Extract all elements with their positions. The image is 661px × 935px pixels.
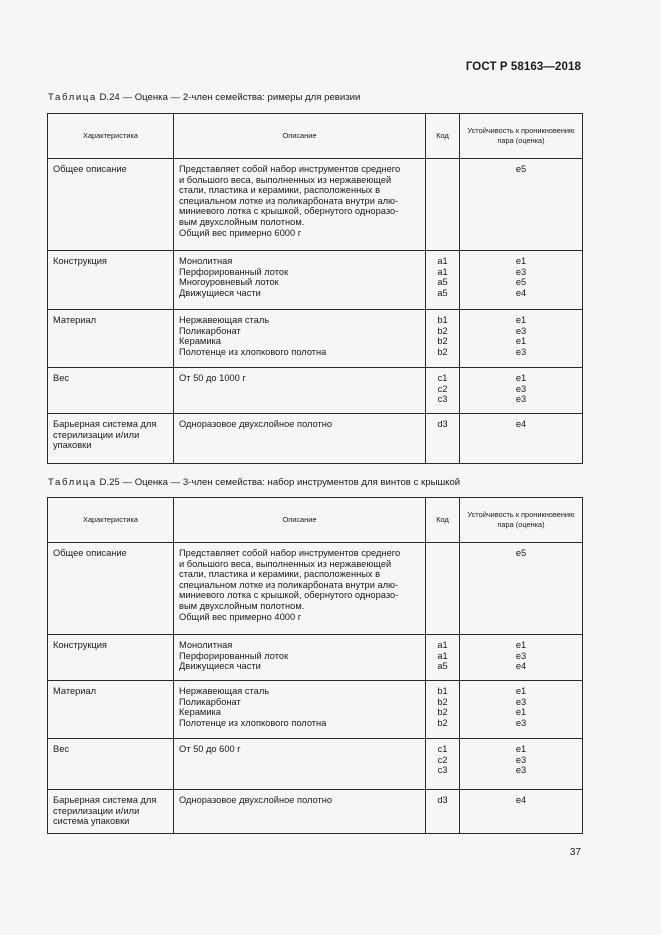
- table-caption-d24: [48, 92, 360, 103]
- cell-code: [426, 368, 460, 414]
- cell-code: [426, 790, 460, 834]
- table-row: [48, 681, 583, 739]
- description-line: Одноразовое двухслойное полотно: [179, 419, 333, 429]
- cell-description: [174, 681, 426, 739]
- column-header-description: Описание: [174, 498, 426, 543]
- code-value: c1: [437, 373, 448, 383]
- description-line: Поликарбонат: [179, 325, 241, 336]
- code-value: b2: [437, 717, 448, 728]
- table-d24: [47, 113, 583, 464]
- cell-description: [174, 635, 426, 681]
- cell-characteristic: [48, 414, 174, 464]
- column-header-resistance: Устойчивость к проникновению пара (оценка): [460, 114, 583, 159]
- cell-description: [174, 251, 426, 310]
- column-header-code: Код: [426, 114, 460, 159]
- cell-resistance: [460, 543, 583, 635]
- code-value: a5: [437, 277, 448, 288]
- cell-code: [426, 159, 460, 251]
- code-value: c3: [437, 394, 448, 405]
- resistance-value: e1: [515, 373, 527, 383]
- resistance-value: e3: [515, 765, 527, 776]
- description-line: Перфорированный лоток: [179, 266, 289, 277]
- description-line: стали, пластика и керамики, расположенных в: [179, 569, 381, 580]
- resistance-value: e1: [515, 256, 527, 266]
- cell-characteristic: Конструкция: [48, 635, 174, 681]
- cell-description: [174, 310, 426, 368]
- code-value: c2: [437, 383, 448, 394]
- resistance-value: e3: [515, 754, 527, 765]
- description-line: Перфорированный лоток: [179, 650, 289, 661]
- description-line: стали, пластика и керамики, расположенных в: [179, 185, 381, 196]
- cell-code: [426, 251, 460, 310]
- description-line: вым двухслойным полотном.: [179, 600, 305, 611]
- code-value: a5: [437, 661, 448, 672]
- resistance-value: e5: [515, 548, 527, 558]
- cell-code: [426, 681, 460, 739]
- cell-resistance: [460, 251, 583, 310]
- characteristic-line: стерилизации и/или: [53, 805, 140, 816]
- cell-description: [174, 414, 426, 464]
- description-line: Монолитная: [179, 640, 233, 650]
- table-row: [48, 790, 583, 834]
- cell-code: [426, 414, 460, 464]
- resistance-value: e3: [515, 394, 527, 405]
- resistance-value: e3: [515, 383, 527, 394]
- description-line: Многоуровневый лоток: [179, 277, 279, 288]
- table-caption-d25: [48, 477, 460, 488]
- table-row: [48, 251, 583, 310]
- table-row: [48, 310, 583, 368]
- table-row: [48, 159, 583, 251]
- code-value: d3: [437, 419, 448, 429]
- description-line: Полотенце из хлопкового полотна: [179, 346, 327, 357]
- column-header-characteristic: Характеристика: [48, 114, 174, 159]
- resistance-value: e3: [515, 650, 527, 661]
- cell-resistance: [460, 739, 583, 790]
- cell-characteristic: Материал: [48, 310, 174, 368]
- resistance-value: e1: [515, 336, 527, 347]
- cell-characteristic: Конструкция: [48, 251, 174, 310]
- description-line: От 50 до 600 г: [179, 744, 241, 754]
- cell-characteristic: Вес: [48, 368, 174, 414]
- table-caption-label: Таблица: [48, 92, 97, 103]
- resistance-value: e1: [515, 686, 527, 696]
- resistance-value: e3: [515, 325, 527, 336]
- cell-description: [174, 159, 426, 251]
- resistance-value: e1: [515, 707, 527, 718]
- cell-code: [426, 310, 460, 368]
- description-line: и большого веса, выполненных из нержавеющей: [179, 558, 392, 569]
- column-header-description: Описание: [174, 114, 426, 159]
- description-line: Общий вес примерно 6000 г: [179, 227, 302, 238]
- code-value: c1: [437, 744, 448, 754]
- cell-code: [426, 739, 460, 790]
- column-header-code: Код: [426, 498, 460, 543]
- resistance-value: e4: [515, 661, 527, 672]
- cell-resistance: [460, 159, 583, 251]
- code-value: a5: [437, 287, 448, 298]
- table-caption-label: Таблица: [48, 477, 97, 488]
- table-row: [48, 739, 583, 790]
- code-value: c2: [437, 754, 448, 765]
- resistance-value: e3: [515, 346, 527, 357]
- column-header-characteristic: Характеристика: [48, 498, 174, 543]
- cell-description: [174, 543, 426, 635]
- description-line: От 50 до 1000 г: [179, 373, 246, 383]
- code-value: b2: [437, 696, 448, 707]
- description-line: Представляет собой набор инструментов среднего: [179, 164, 401, 174]
- description-line: миниевого лотка с крышкой, обернутого одноразо-: [179, 206, 399, 217]
- resistance-value: e1: [515, 640, 527, 650]
- cell-resistance: [460, 681, 583, 739]
- code-value: a1: [437, 640, 448, 650]
- code-value: b2: [437, 346, 448, 357]
- cell-resistance: [460, 368, 583, 414]
- table-caption-text: D.25 — Оценка — 3-член семейства: набор инструментов для винтов с крышкой: [99, 477, 461, 488]
- cell-characteristic: Общее описание: [48, 543, 174, 635]
- description-line: Монолитная: [179, 256, 233, 266]
- description-line: вым двухслойным полотном.: [179, 216, 305, 227]
- description-line: Нержавеющая сталь: [179, 686, 270, 696]
- cell-resistance: [460, 790, 583, 834]
- document-standard-title: ГОСТ Р 58163—2018: [465, 61, 581, 73]
- characteristic-line: стерилизации и/или: [53, 429, 140, 440]
- table-row: [48, 543, 583, 635]
- resistance-value: e1: [515, 744, 527, 754]
- characteristic-line: Барьерная система для: [53, 419, 157, 429]
- resistance-value: e5: [515, 164, 527, 174]
- cell-code: [426, 635, 460, 681]
- cell-description: [174, 739, 426, 790]
- cell-characteristic: [48, 790, 174, 834]
- code-value: b1: [437, 686, 448, 696]
- description-line: Полотенце из хлопкового полотна: [179, 717, 327, 728]
- description-line: Представляет собой набор инструментов среднего: [179, 548, 401, 558]
- cell-characteristic: Общее описание: [48, 159, 174, 251]
- resistance-value: e4: [515, 795, 527, 805]
- resistance-value: e4: [515, 419, 527, 429]
- table-row: [48, 368, 583, 414]
- description-line: Керамика: [179, 707, 221, 718]
- code-value: b2: [437, 336, 448, 347]
- characteristic-line: система упаковки: [53, 816, 130, 827]
- cell-characteristic: Вес: [48, 739, 174, 790]
- cell-description: [174, 790, 426, 834]
- description-line: Движущиеся части: [179, 287, 261, 298]
- description-line: специальном лотке из поликарбоната внутри алю-: [179, 579, 399, 590]
- description-line: Керамика: [179, 336, 221, 347]
- table-row: [48, 635, 583, 681]
- cell-resistance: [460, 635, 583, 681]
- resistance-value: e3: [515, 717, 527, 728]
- resistance-value: e3: [515, 266, 527, 277]
- cell-code: [426, 543, 460, 635]
- code-value: b1: [437, 315, 448, 325]
- code-value: d3: [437, 795, 448, 805]
- resistance-value: e5: [515, 277, 527, 288]
- cell-characteristic: Материал: [48, 681, 174, 739]
- table-header-row: [48, 114, 583, 159]
- resistance-value: e1: [515, 315, 527, 325]
- code-value: b2: [437, 707, 448, 718]
- cell-resistance: [460, 310, 583, 368]
- code-value: a1: [437, 650, 448, 661]
- cell-description: [174, 368, 426, 414]
- description-line: Поликарбонат: [179, 696, 241, 707]
- page-number: 37: [569, 847, 581, 858]
- code-value: a1: [437, 256, 448, 266]
- description-line: Одноразовое двухслойное полотно: [179, 795, 333, 805]
- characteristic-line: упаковки: [53, 440, 92, 451]
- description-line: Нержавеющая сталь: [179, 315, 270, 325]
- description-line: миниевого лотка с крышкой, обернутого одноразо-: [179, 590, 399, 601]
- resistance-value: e4: [515, 287, 527, 298]
- code-value: a1: [437, 266, 448, 277]
- description-line: Общий вес примерно 4000 г: [179, 611, 302, 622]
- table-row: [48, 414, 583, 464]
- table-header-row: [48, 498, 583, 543]
- code-value: c3: [437, 765, 448, 776]
- table-caption-text: D.24 — Оценка — 2-член семейства: римеры для ревизии: [99, 92, 361, 103]
- description-line: Движущиеся части: [179, 661, 261, 672]
- code-value: b2: [437, 325, 448, 336]
- table-d25: [47, 497, 583, 834]
- characteristic-line: Барьерная система для: [53, 795, 157, 805]
- resistance-value: e3: [515, 696, 527, 707]
- column-header-resistance: Устойчивость к проникновению пара (оценка): [460, 498, 583, 543]
- description-line: и большого веса, выполненных из нержавеющей: [179, 174, 392, 185]
- cell-resistance: [460, 414, 583, 464]
- description-line: специальном лотке из поликарбоната внутри алю-: [179, 195, 399, 206]
